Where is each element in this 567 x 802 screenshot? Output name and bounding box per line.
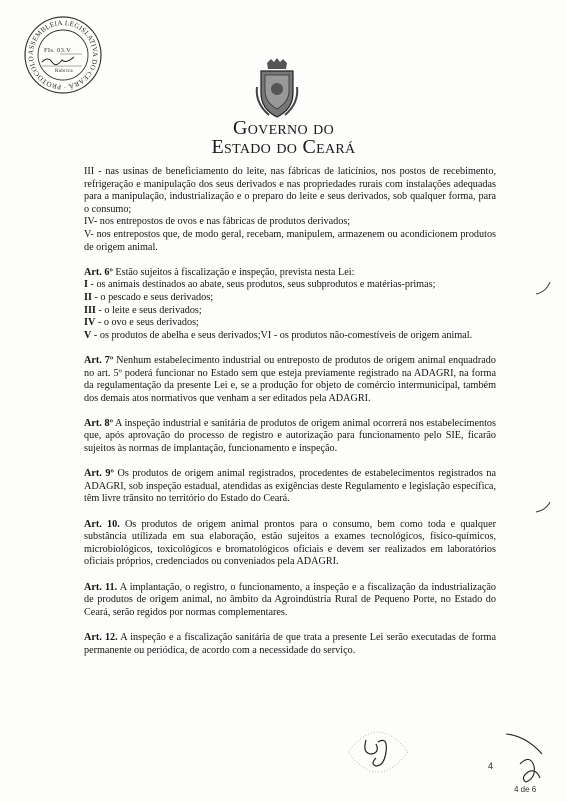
paragraph-text: A implantação, o registro, o funcionamento, a inspeção e a fiscalização da industrialização de produtos de origem animal, no âmbito da Agroindústria Rural de Pequeno Porte, no Estado do Ceará, serão regidos por normas complementares.: [84, 581, 496, 618]
paragraph-gap: [84, 342, 496, 355]
paragraph-text: - o leite e seus derivados;: [95, 304, 202, 316]
document-paragraph: [84, 468, 496, 506]
paragraph-text: A inspeção e a fiscalização sanitária de que trata a presente Lei serão executadas de forma permanente ou periódica, de acordo com a necessidade do serviço.: [84, 631, 496, 656]
margin-tick-mark: [534, 498, 554, 518]
paragraph-text: V- nos entrepostos que, de modo geral, recebam, manipulem, armazenem ou acondicionem produtos de origem animal.: [84, 228, 496, 253]
article-label: Art. 10.: [84, 518, 120, 530]
document-paragraph: [84, 279, 496, 292]
document-paragraph: [84, 582, 496, 620]
protocol-stamp: [22, 14, 104, 96]
coat-of-arms-emblem: [253, 57, 301, 121]
article-label: V: [84, 329, 92, 341]
paragraph-text: - o ovo e seus derivados;: [95, 317, 199, 329]
rubric-signature: [500, 724, 560, 794]
paragraph-gap: [84, 569, 496, 582]
paragraph-text: - os produtos de abelha e seus derivados;VI - os produtos não-comestíveis de origem animal.: [91, 329, 473, 341]
margin-tick-mark: [534, 278, 554, 298]
paragraph-gap: [84, 254, 496, 267]
government-title-line2: Estado do Ceará: [211, 136, 356, 158]
article-label: II: [84, 291, 92, 303]
stamp-ring-text: ASSEMBLEIA LEGISLATIVA DO CEARÁ · PROTOCOLO: [26, 18, 100, 92]
stamp-field-rubrica: Rubrica: [55, 69, 73, 74]
stamp-field-fls: FIs. 03.V: [44, 47, 72, 54]
paragraph-text: Os produtos de origem animal registrados, procedentes de estabelecimentos registrados na ADAGRI, sob inspeção estadual, atendidas as exigências deste Regulamento e legislação específica, têm livre trânsito no território do Estado do Ceará.: [84, 468, 496, 505]
article-label: I: [84, 279, 88, 291]
paragraph-text: Nenhum estabelecimento industrial ou entreposto de produtos de origem animal enquadrado no art. 5º poderá funcionar no Estado sem que esteja previamente registrado na ADAGRI, na forma da regulamentação da presente Lei e, se a produção for objeto de comércio intermunicipal, também dos demais atos normativos que venham a ser editados pela ADAGRI.: [84, 354, 496, 404]
document-paragraph: [84, 305, 496, 318]
document-paragraph: [84, 632, 496, 657]
paragraph-gap: [84, 456, 496, 469]
article-label: III: [84, 304, 96, 316]
document-body: [84, 166, 496, 657]
paragraph-gap: [84, 619, 496, 632]
paragraph-gap: [84, 506, 496, 519]
paragraph-text: - o pescado e seus derivados;: [91, 291, 214, 303]
document-paragraph: [84, 418, 496, 456]
document-paragraph: [84, 519, 496, 569]
document-paragraph: [84, 166, 496, 216]
page-number: 4: [488, 761, 494, 771]
document-paragraph: [84, 216, 496, 229]
article-label: IV: [84, 317, 96, 329]
document-paragraph: [84, 330, 496, 343]
article-label: Art. 8º: [84, 417, 113, 429]
article-label: Art. 12.: [84, 631, 118, 643]
paragraph-text: IV- nos entrepostos de ovos e nas fábricas de produtos derivados;: [84, 216, 351, 228]
paragraph-gap: [84, 405, 496, 418]
government-title-line1: Governo do: [233, 117, 334, 139]
article-label: Art. 7º: [84, 354, 114, 366]
paragraph-text: A inspeção industrial e sanitária de produtos de origem animal ocorrerá nos estabelecimentos que, após aprovação do processo de registro e autorização para funcionamento pelo SIE, ficarão sujeitos às normas de implantação, funcionamento e inspeção.: [84, 417, 496, 455]
paragraph-text: Os produtos de origem animal prontos para o consumo, bem como toda e qualquer substância utilizada em sua elaboração, estão sujeitos a exames tecnológicos, físico-químicos, microbiológicos, toxicológicos e bromatológicos oficiais e devem ser realizados em laboratórios oficiais próprios, credenciados ou conveniados pela ADAGRI.: [84, 518, 496, 568]
page-count: 4 de 6: [514, 785, 537, 794]
document-paragraph: [84, 317, 496, 330]
initials-signature: [338, 722, 418, 792]
paragraph-text: III - nas usinas de beneficiamento do leite, nas fábricas de laticínios, nos postos de recebimento, refrigeração e manipulação dos seus derivados e nas propriedades rurais com instalações adequadas para a manipulação, industrialização e o preparo do leite e seus derivados, sob qualquer forma, para o consumo;: [84, 166, 496, 215]
document-paragraph: [84, 267, 496, 280]
document-paragraph: [84, 355, 496, 405]
article-label: Art. 6º: [84, 266, 113, 278]
paragraph-text: - os animais destinados ao abate, seus produtos, seus subprodutos e matérias-primas;: [87, 279, 436, 291]
document-paragraph: [84, 292, 496, 305]
article-label: Art. 11.: [84, 581, 118, 593]
document-paragraph: [84, 229, 496, 254]
paragraph-text: Estão sujeitos à fiscalização e inspeção, prevista nesta Lei:: [112, 266, 355, 278]
article-label: Art. 9º: [84, 468, 114, 480]
